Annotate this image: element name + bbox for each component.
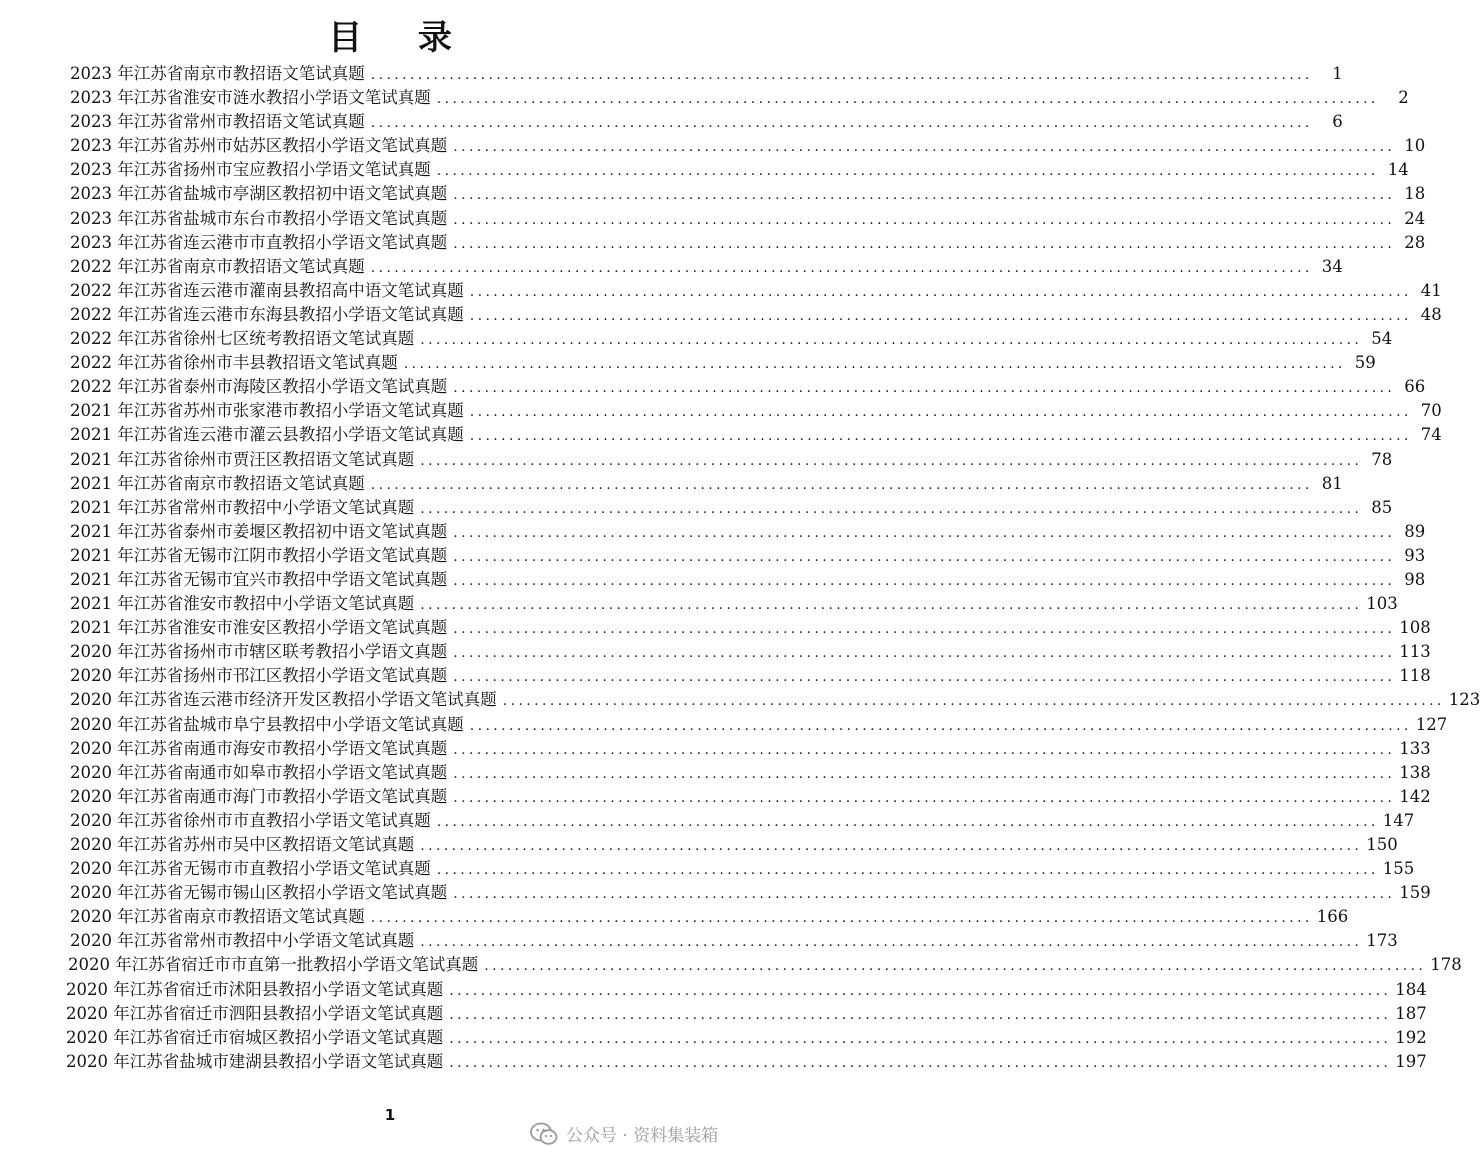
watermark-text: 公众号 · 资料集装箱 <box>566 1126 719 1146</box>
toc-entry-title: 2020 年江苏省盐城市阜宁县教招中小学语文笔试真题 <box>70 714 464 734</box>
toc-leader-dots: ........................................................................................................................ <box>420 838 1363 854</box>
toc-entry-page: 28 <box>1404 232 1426 252</box>
toc-entry-title: 2021 年江苏省泰州市姜堰区教招初中语文笔试真题 <box>70 521 448 541</box>
toc-entry-page: 142 <box>1399 786 1431 806</box>
toc-entry-title: 2020 年江苏省南京市教招语文笔试真题 <box>70 907 365 927</box>
toc-entry[interactable] <box>0 158 1409 182</box>
toc-entry-page: 103 <box>1366 594 1398 614</box>
toc-entry-page: 41 <box>1420 280 1442 300</box>
toc-entry-title: 2020 年江苏省徐州市市直教招小学语文笔试真题 <box>70 810 431 830</box>
toc-entry[interactable] <box>0 86 1409 110</box>
toc-leader-dots: ........................................................................................................................ <box>449 1054 1392 1071</box>
toc-entry-page: 34 <box>1321 256 1343 276</box>
toc-leader-dots: ........................................................................................................................ <box>449 982 1392 999</box>
toc-entry[interactable] <box>0 664 1431 688</box>
toc-entry-page: 78 <box>1371 449 1393 469</box>
toc-entry-page: 10 <box>1404 136 1426 156</box>
toc-entry-page: 48 <box>1420 304 1442 324</box>
toc-entry[interactable] <box>0 592 1398 616</box>
toc-entry[interactable] <box>0 448 1393 472</box>
toc-leader-dots: ........................................................................................................................ <box>453 669 1396 686</box>
toc-entry-title: 2023 年江苏省淮安市涟水教招小学语文笔试真题 <box>70 88 431 108</box>
toc-leader-dots: ........................................................................................................................ <box>420 934 1363 951</box>
toc-entry-page: 18 <box>1404 184 1426 204</box>
toc-leader-dots: ........................................................................................................................ <box>370 115 1313 132</box>
toc-entry[interactable] <box>0 1002 1427 1026</box>
toc-entry-page: 123 <box>1448 690 1480 710</box>
toc-leader-dots: ........................................................................................................................ <box>420 332 1363 349</box>
toc-entry[interactable] <box>0 255 1343 279</box>
toc-leader-dots: ........................................................................................................................ <box>469 307 1412 324</box>
toc-entry[interactable] <box>0 713 1448 737</box>
toc-entry[interactable] <box>0 640 1431 664</box>
toc-entry-title: 2020 年江苏省南通市如皋市教招小学语文笔试真题 <box>70 762 448 782</box>
toc-entry-page: 24 <box>1404 208 1426 228</box>
toc-entry[interactable] <box>0 761 1431 785</box>
toc-entry[interactable] <box>0 351 1376 375</box>
toc-leader-dots: ........................................................................................................................ <box>370 910 1313 927</box>
toc-entry-page: 159 <box>1399 883 1431 903</box>
toc-leader-dots: ........................................................................................................................ <box>453 211 1396 228</box>
toc-entry[interactable] <box>0 182 1426 206</box>
toc-leader-dots: ........................................................................................................................ <box>436 862 1379 879</box>
toc-entry-title: 2020 年江苏省宿迁市泗阳县教招小学语文笔试真题 <box>66 1003 444 1023</box>
toc-entry-title: 2022 年江苏省连云港市东海县教招小学语文笔试真题 <box>70 304 464 324</box>
toc-entry[interactable] <box>0 1026 1427 1050</box>
toc-entry-title: 2021 年江苏省南京市教招语文笔试真题 <box>70 473 365 493</box>
toc-entry[interactable] <box>0 544 1426 568</box>
toc-entry-title: 2020 年江苏省宿迁市宿城区教招小学语文笔试真题 <box>66 1027 444 1047</box>
toc-leader-dots: ........................................................................................................................ <box>370 259 1313 276</box>
toc-entry[interactable] <box>0 833 1398 857</box>
wechat-icon <box>530 1122 558 1146</box>
toc-entry-page: 93 <box>1404 545 1426 565</box>
toc-entry-title: 2021 年江苏省常州市教招中小学语文笔试真题 <box>70 497 415 517</box>
toc-entry[interactable] <box>0 375 1426 399</box>
toc-entry-title: 2020 年江苏省连云港市经济开发区教招小学语文笔试真题 <box>70 690 497 710</box>
toc-entry[interactable] <box>0 953 1462 977</box>
toc-entry-page: 155 <box>1382 859 1415 879</box>
toc-leader-dots: ........................................................................................................................ <box>469 428 1412 445</box>
toc-entry-title: 2021 年江苏省淮安市淮安区教招小学语文笔试真题 <box>70 618 448 638</box>
toc-entry[interactable] <box>0 110 1343 134</box>
toc-entry-title: 2020 年江苏省南通市海安市教招小学语文笔试真题 <box>70 738 448 758</box>
toc-entry-title: 2020 年江苏省宿迁市沭阳县教招小学语文笔试真题 <box>66 979 444 999</box>
toc-entry-title: 2023 年江苏省苏州市姑苏区教招小学语文笔试真题 <box>70 136 448 156</box>
toc-entry-page: 178 <box>1430 955 1462 975</box>
toc-entry[interactable] <box>0 809 1415 833</box>
toc-leader-dots: ........................................................................................................................ <box>436 813 1379 830</box>
toc-entry-title: 2020 年江苏省苏州市吴中区教招语文笔试真题 <box>70 835 415 854</box>
toc-entry-page: 197 <box>1395 1051 1427 1071</box>
toc-entry-title: 2020 年江苏省扬州市市辖区联考教招小学语文真题 <box>70 642 448 662</box>
toc-entry-title: 2023 年江苏省扬州市宝应教招小学语文笔试真题 <box>70 160 431 180</box>
toc-entry[interactable] <box>0 929 1398 953</box>
toc-leader-dots: ........................................................................................................................ <box>453 621 1396 638</box>
toc-entry-page: 118 <box>1399 666 1431 686</box>
toc-entry-page: 127 <box>1415 714 1448 734</box>
toc-entry[interactable] <box>0 207 1426 231</box>
toc-entry[interactable] <box>0 616 1431 640</box>
page-title: 目 录 <box>328 18 474 58</box>
toc-leader-dots: ........................................................................................................................ <box>453 524 1396 541</box>
toc-entry-title: 2020 年江苏省宿迁市市直第一批教招小学语文笔试真题 <box>68 955 479 975</box>
toc-leader-dots: ........................................................................................................................ <box>420 597 1363 614</box>
toc-leader-dots: ........................................................................................................................ <box>469 717 1412 734</box>
toc-entry-page: 138 <box>1399 762 1431 782</box>
toc-leader-dots: ........................................................................................................................ <box>420 452 1363 469</box>
toc-entry[interactable] <box>0 905 1349 929</box>
toc-entry[interactable] <box>0 1050 1427 1074</box>
toc-entry-title: 2023 年江苏省连云港市市直教招小学语文笔试真题 <box>70 232 448 252</box>
toc-leader-dots: ........................................................................................................................ <box>449 1030 1392 1047</box>
toc-entry-page: 192 <box>1395 1027 1427 1047</box>
toc-entry-title: 2023 年江苏省南京市教招语文笔试真题 <box>70 64 365 83</box>
toc-entry[interactable] <box>0 496 1393 520</box>
toc-entry-page: 1 <box>1332 64 1343 83</box>
toc-entry-page: 81 <box>1321 473 1343 493</box>
toc-leader-dots: ........................................................................................................................ <box>370 67 1313 83</box>
table-of-contents <box>0 62 1480 1074</box>
page-number: 1 <box>384 1106 396 1124</box>
toc-entry-page: 113 <box>1399 642 1431 662</box>
toc-leader-dots: ........................................................................................................................ <box>436 163 1379 180</box>
toc-entry[interactable] <box>0 134 1426 158</box>
toc-entry-title: 2023 年江苏省常州市教招语文笔试真题 <box>70 112 365 132</box>
toc-entry[interactable] <box>0 62 1343 86</box>
toc-leader-dots: ........................................................................................................................ <box>453 548 1396 565</box>
toc-entry[interactable] <box>0 327 1393 351</box>
toc-entry-page: 74 <box>1420 425 1442 445</box>
toc-entry-title: 2021 年江苏省无锡市宜兴市教招中学语文笔试真题 <box>70 569 448 589</box>
toc-entry-page: 166 <box>1316 907 1349 927</box>
toc-entry-title: 2022 年江苏省徐州市丰县教招语文笔试真题 <box>70 353 398 373</box>
toc-entry-page: 98 <box>1404 569 1426 589</box>
toc-leader-dots: ........................................................................................................................ <box>420 500 1363 517</box>
toc-entry[interactable] <box>0 737 1431 761</box>
toc-entry-title: 2022 年江苏省徐州七区统考教招语文笔试真题 <box>70 329 415 349</box>
toc-entry-title: 2020 年江苏省无锡市市直教招小学语文笔试真题 <box>70 859 431 879</box>
toc-entry[interactable] <box>0 279 1442 303</box>
toc-entry-page: 108 <box>1399 618 1431 638</box>
toc-entry[interactable] <box>0 399 1442 423</box>
toc-entry-page: 59 <box>1354 353 1376 373</box>
toc-entry-page: 70 <box>1420 401 1442 421</box>
toc-entry-page: 147 <box>1382 810 1415 830</box>
toc-entry[interactable] <box>0 303 1442 327</box>
toc-entry-title: 2021 年江苏省徐州市贾汪区教招语文笔试真题 <box>70 449 415 469</box>
toc-entry-page: 184 <box>1395 979 1427 999</box>
toc-entry[interactable] <box>0 423 1442 447</box>
toc-leader-dots: ........................................................................................................................ <box>453 139 1396 156</box>
toc-leader-dots: ........................................................................................................................ <box>436 91 1379 108</box>
toc-entry-title: 2021 年江苏省无锡市江阴市教招小学语文笔试真题 <box>70 545 448 565</box>
toc-entry-title: 2020 年江苏省无锡市锡山区教招小学语文笔试真题 <box>70 883 448 903</box>
toc-leader-dots: ........................................................................................................................ <box>469 283 1412 300</box>
toc-entry[interactable] <box>0 785 1431 809</box>
toc-entry-page: 2 <box>1398 88 1409 108</box>
toc-entry[interactable] <box>0 231 1426 255</box>
toc-entry-title: 2020 年江苏省盐城市建湖县教招小学语文笔试真题 <box>66 1051 444 1071</box>
toc-leader-dots: ........................................................................................................................ <box>453 789 1396 806</box>
watermark <box>530 1121 718 1146</box>
toc-entry[interactable] <box>0 978 1427 1002</box>
toc-leader-dots: ........................................................................................................................ <box>403 356 1346 373</box>
toc-leader-dots: ........................................................................................................................ <box>453 572 1396 589</box>
toc-leader-dots: ........................................................................................................................ <box>453 645 1396 662</box>
toc-leader-dots: ........................................................................................................................ <box>484 958 1427 975</box>
toc-leader-dots: ........................................................................................................................ <box>502 693 1445 710</box>
toc-entry-page: 89 <box>1404 521 1426 541</box>
toc-entry-title: 2020 年江苏省常州市教招中小学语文笔试真题 <box>70 931 415 951</box>
toc-entry-page: 66 <box>1404 377 1426 397</box>
toc-entry-page: 187 <box>1395 1003 1427 1023</box>
toc-leader-dots: ........................................................................................................................ <box>469 404 1412 421</box>
toc-entry-title: 2021 年江苏省连云港市灌云县教招小学语文笔试真题 <box>70 425 464 445</box>
toc-leader-dots: ........................................................................................................................ <box>453 741 1396 758</box>
toc-entry[interactable] <box>0 688 1480 712</box>
toc-leader-dots: ........................................................................................................................ <box>453 235 1396 252</box>
toc-entry[interactable] <box>0 568 1426 592</box>
toc-entry[interactable] <box>0 520 1426 544</box>
toc-entry[interactable] <box>0 881 1431 905</box>
toc-entry-title: 2020 年江苏省南通市海门市教招小学语文笔试真题 <box>70 786 448 806</box>
toc-entry-title: 2022 年江苏省南京市教招语文笔试真题 <box>70 256 365 276</box>
toc-entry[interactable] <box>0 857 1415 881</box>
toc-entry-page: 54 <box>1371 329 1393 349</box>
toc-entry-title: 2021 年江苏省淮安市教招中小学语文笔试真题 <box>70 594 415 614</box>
toc-leader-dots: ........................................................................................................................ <box>453 187 1396 204</box>
toc-entry-page: 150 <box>1366 835 1398 854</box>
toc-entry-title: 2022 年江苏省连云港市灌南县教招高中语文笔试真题 <box>70 280 464 300</box>
toc-entry[interactable] <box>0 472 1343 496</box>
toc-entry-page: 85 <box>1371 497 1393 517</box>
toc-entry-title: 2021 年江苏省苏州市张家港市教招小学语文笔试真题 <box>70 401 464 421</box>
toc-entry-page: 6 <box>1332 112 1343 132</box>
toc-entry-title: 2023 年江苏省盐城市东台市教招小学语文笔试真题 <box>70 208 448 228</box>
toc-leader-dots: ........................................................................................................................ <box>449 1006 1392 1023</box>
toc-entry-title: 2020 年江苏省扬州市邗江区教招小学语文笔试真题 <box>70 666 448 686</box>
toc-leader-dots: ........................................................................................................................ <box>370 476 1313 493</box>
toc-entry-page: 14 <box>1387 160 1409 180</box>
toc-entry-title: 2022 年江苏省泰州市海陵区教招小学语文笔试真题 <box>70 377 448 397</box>
toc-entry-page: 173 <box>1366 931 1398 951</box>
toc-leader-dots: ........................................................................................................................ <box>453 886 1396 903</box>
toc-entry-page: 133 <box>1399 738 1431 758</box>
toc-leader-dots: ........................................................................................................................ <box>453 765 1396 782</box>
toc-entry-title: 2023 年江苏省盐城市亭湖区教招初中语文笔试真题 <box>70 184 448 204</box>
toc-leader-dots: ........................................................................................................................ <box>453 380 1396 397</box>
